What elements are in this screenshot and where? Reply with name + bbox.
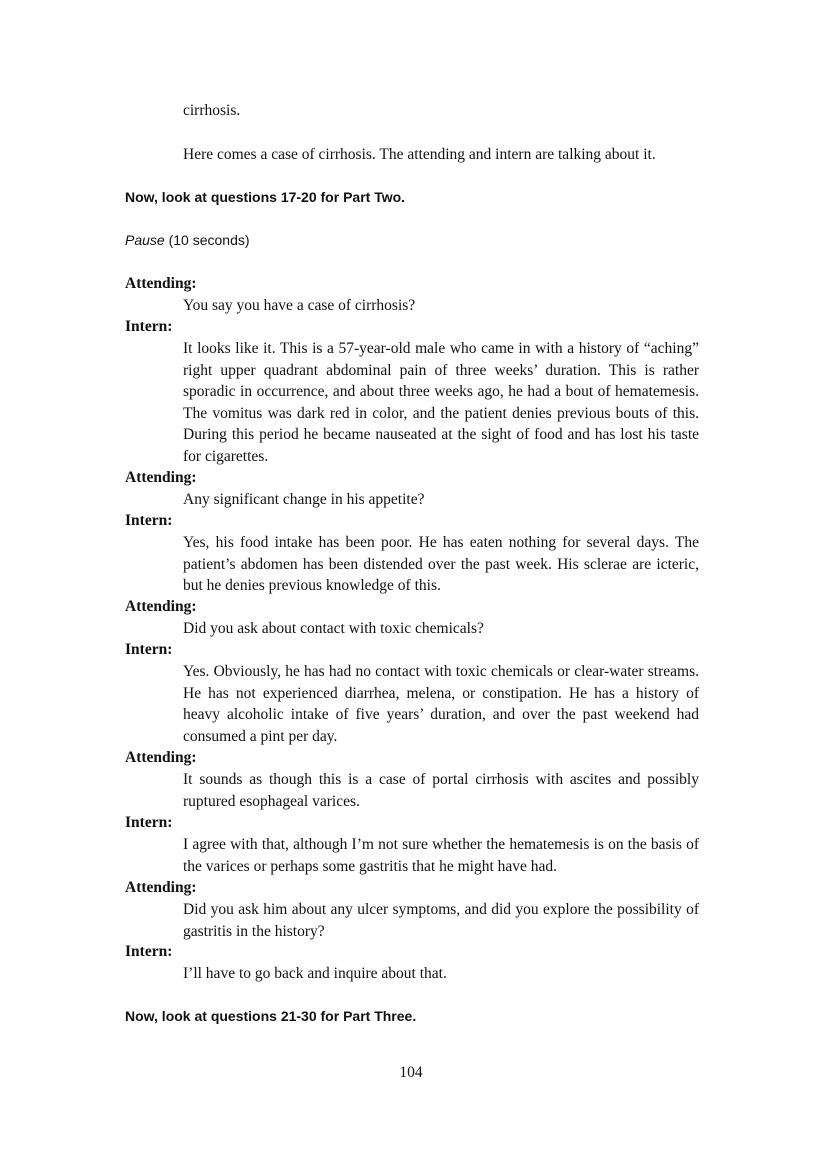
dialogue-line: Any significant change in his appetite? bbox=[183, 491, 425, 508]
intro-paragraph: Here comes a case of cirrhosis. The attending and intern are talking about it. bbox=[183, 146, 656, 163]
dialogue-line: Yes. Obviously, he has had no contact with toxic chemicals or clear-water streams. He has not experienced diarrhea, melena, or constipation. He has a history of heavy alcoholic intake of five years’ duration, and over the past weekend had consumed a pint per day. bbox=[183, 663, 699, 745]
pause-duration: (10 seconds) bbox=[168, 232, 250, 248]
speaker-label: Attending: bbox=[125, 749, 197, 766]
dialogue-line: I’ll have to go back and inquire about that. bbox=[183, 965, 447, 982]
part-three-heading: Now, look at questions 21-30 for Part Three. bbox=[125, 1008, 417, 1024]
page-number: 104 bbox=[399, 1064, 423, 1081]
dialogue-line: It sounds as though this is a case of portal cirrhosis with ascites and possibly ruptured esophageal varices. bbox=[183, 771, 699, 810]
speaker-label: Intern: bbox=[125, 512, 173, 529]
pause-instruction bbox=[125, 230, 250, 250]
continued-text: cirrhosis. bbox=[183, 102, 241, 119]
speaker-label: Attending: bbox=[125, 598, 197, 615]
speaker-label: Intern: bbox=[125, 641, 173, 658]
speaker-label: Attending: bbox=[125, 879, 197, 896]
dialogue-line: Yes, his food intake has been poor. He has eaten nothing for several days. The patient’s abdomen has been distended over the past week. His sclerae are icteric, but he denies previous knowledge of this. bbox=[183, 534, 699, 594]
dialogue-line: Did you ask about contact with toxic chemicals? bbox=[183, 620, 484, 637]
dialogue-line: I agree with that, although I’m not sure whether the hematemesis is on the basis of the varices or perhaps some gastritis that he might have had. bbox=[183, 836, 699, 875]
dialogue-line: You say you have a case of cirrhosis? bbox=[183, 297, 416, 314]
pause-word: Pause bbox=[125, 232, 165, 248]
dialogue-line: Did you ask him about any ulcer symptoms, and did you explore the possibility of gastritis in the history? bbox=[183, 901, 699, 940]
dialogue-line: It looks like it. This is a 57-year-old male who came in with a history of “aching” right upper quadrant abdominal pain of three weeks’ duration. This is rather sporadic in occurrence, and about three weeks ago, he had a bout of hematemesis. The vomitus was dark red in color, and the patient denies previous bouts of this. During this period he became nauseated at the sight of food and has lost his taste for cigarettes. bbox=[183, 340, 699, 465]
speaker-label: Intern: bbox=[125, 943, 173, 960]
speaker-label: Intern: bbox=[125, 318, 173, 335]
part-two-heading: Now, look at questions 17-20 for Part Two. bbox=[125, 189, 406, 205]
speaker-label: Intern: bbox=[125, 814, 173, 831]
speaker-label: Attending: bbox=[125, 469, 197, 486]
speaker-label: Attending: bbox=[125, 275, 197, 292]
